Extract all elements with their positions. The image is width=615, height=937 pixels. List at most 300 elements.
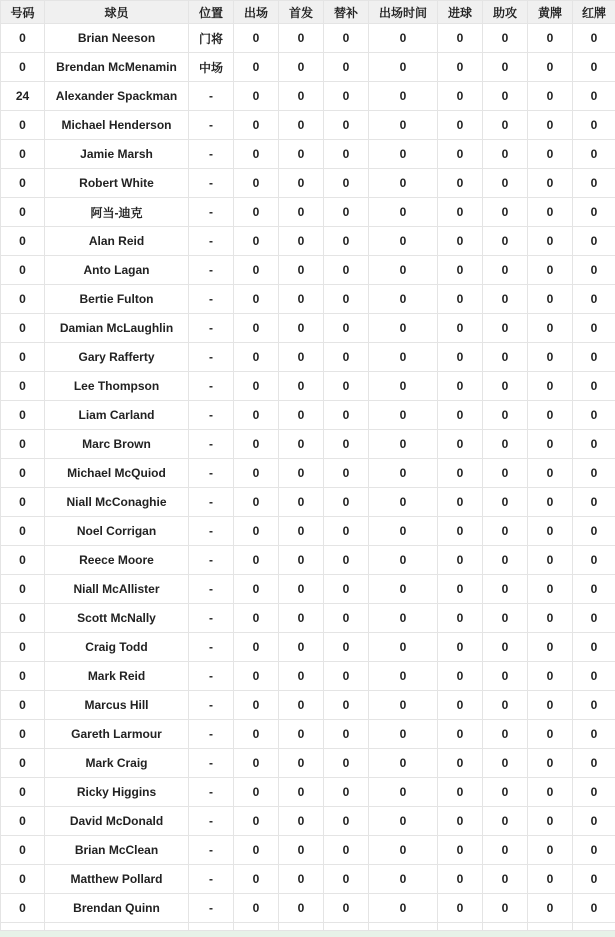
cell-subs: 0 <box>324 24 369 53</box>
cell-red_cards: 0 <box>573 430 615 459</box>
cell-number: 0 <box>1 401 45 430</box>
cell-minutes: 0 <box>369 633 438 662</box>
cell-number: 0 <box>1 546 45 575</box>
cell-player[interactable]: Bertie Fulton <box>45 285 189 314</box>
cell-assists: 0 <box>483 604 528 633</box>
cell-number: 0 <box>1 459 45 488</box>
cell-goals: 0 <box>438 488 483 517</box>
cell-minutes: 0 <box>369 778 438 807</box>
cell-appearances: 0 <box>234 749 279 778</box>
cell-starts: 0 <box>279 82 324 111</box>
cell-minutes: 0 <box>369 575 438 604</box>
cell-player[interactable]: Niall McAllister <box>45 575 189 604</box>
table-header-row <box>1 1 615 24</box>
cell-subs: 0 <box>324 169 369 198</box>
cell-goals: 0 <box>438 575 483 604</box>
cell-goals: 0 <box>438 778 483 807</box>
cell-player[interactable]: Brendan Quinn <box>45 894 189 923</box>
cell-goals: 0 <box>438 633 483 662</box>
cell-yellow_cards: 0 <box>528 169 573 198</box>
cell-goals: 0 <box>438 691 483 720</box>
cell-player[interactable]: Reece Moore <box>45 546 189 575</box>
cell-minutes: 0 <box>369 894 438 923</box>
table-row <box>1 430 615 459</box>
table-row <box>1 459 615 488</box>
cell-subs: 0 <box>324 256 369 285</box>
cell-player[interactable]: David McDonald <box>45 807 189 836</box>
cell-starts: 0 <box>279 720 324 749</box>
cell-subs: 0 <box>324 314 369 343</box>
cell-red_cards: 0 <box>573 604 615 633</box>
cell-yellow_cards: 0 <box>528 894 573 923</box>
cell-assists: 0 <box>483 401 528 430</box>
cell-red_cards: 0 <box>573 372 615 401</box>
cell-player[interactable]: Michael McQuiod <box>45 459 189 488</box>
cell-subs: 0 <box>324 430 369 459</box>
cell-assists: 0 <box>483 256 528 285</box>
cell-minutes: 0 <box>369 691 438 720</box>
cell-red_cards: 0 <box>573 749 615 778</box>
cell-position: - <box>189 836 234 865</box>
cell-position: - <box>189 691 234 720</box>
cell-minutes: 0 <box>369 227 438 256</box>
cell-minutes: 0 <box>369 343 438 372</box>
next-section-edge <box>0 931 615 937</box>
cell-yellow_cards: 0 <box>528 691 573 720</box>
cell-number: 0 <box>1 604 45 633</box>
cell-starts: 0 <box>279 24 324 53</box>
table-row <box>1 343 615 372</box>
cell-appearances: 0 <box>234 517 279 546</box>
cell-minutes: 0 <box>369 807 438 836</box>
cell-player[interactable]: Gary Rafferty <box>45 343 189 372</box>
cell-assists: 0 <box>483 285 528 314</box>
cell-red_cards: 0 <box>573 24 615 53</box>
cell-yellow_cards: 0 <box>528 488 573 517</box>
cell-player[interactable]: Craig Todd <box>45 633 189 662</box>
cell-minutes: 0 <box>369 720 438 749</box>
cell-minutes: 0 <box>369 140 438 169</box>
cell-player[interactable]: Mark Craig <box>45 749 189 778</box>
empty-cell <box>438 923 483 931</box>
cell-starts: 0 <box>279 749 324 778</box>
cell-appearances: 0 <box>234 546 279 575</box>
table-row <box>1 633 615 662</box>
cell-subs: 0 <box>324 372 369 401</box>
cell-starts: 0 <box>279 198 324 227</box>
table-row <box>1 111 615 140</box>
cell-player[interactable]: Brian McClean <box>45 836 189 865</box>
cell-assists: 0 <box>483 778 528 807</box>
cell-assists: 0 <box>483 894 528 923</box>
cell-goals: 0 <box>438 430 483 459</box>
cell-number: 0 <box>1 488 45 517</box>
cell-position: - <box>189 169 234 198</box>
cell-goals: 0 <box>438 459 483 488</box>
col-header-minutes: 出场时间 <box>369 1 438 24</box>
cell-starts: 0 <box>279 865 324 894</box>
cell-player[interactable]: Anto Lagan <box>45 256 189 285</box>
table-row <box>1 778 615 807</box>
cell-yellow_cards: 0 <box>528 604 573 633</box>
cell-red_cards: 0 <box>573 198 615 227</box>
cell-starts: 0 <box>279 836 324 865</box>
cell-yellow_cards: 0 <box>528 633 573 662</box>
table-row <box>1 749 615 778</box>
cell-appearances: 0 <box>234 604 279 633</box>
cell-position: - <box>189 604 234 633</box>
cell-assists: 0 <box>483 720 528 749</box>
cell-position: - <box>189 894 234 923</box>
col-header-goals: 进球 <box>438 1 483 24</box>
cell-player[interactable]: Matthew Pollard <box>45 865 189 894</box>
cell-appearances: 0 <box>234 111 279 140</box>
col-header-assists: 助攻 <box>483 1 528 24</box>
cell-number: 0 <box>1 865 45 894</box>
cell-minutes: 0 <box>369 604 438 633</box>
cell-minutes: 0 <box>369 53 438 82</box>
table-row <box>1 488 615 517</box>
cell-red_cards: 0 <box>573 517 615 546</box>
cell-yellow_cards: 0 <box>528 517 573 546</box>
empty-cell <box>483 923 528 931</box>
cell-goals: 0 <box>438 865 483 894</box>
cell-subs: 0 <box>324 691 369 720</box>
empty-cell <box>279 923 324 931</box>
table-row <box>1 314 615 343</box>
cell-subs: 0 <box>324 778 369 807</box>
cell-number: 0 <box>1 430 45 459</box>
cell-player[interactable]: Ricky Higgins <box>45 778 189 807</box>
cell-yellow_cards: 0 <box>528 372 573 401</box>
cell-red_cards: 0 <box>573 285 615 314</box>
cell-subs: 0 <box>324 604 369 633</box>
cell-assists: 0 <box>483 111 528 140</box>
empty-cell <box>45 923 189 931</box>
cell-subs: 0 <box>324 401 369 430</box>
cell-starts: 0 <box>279 372 324 401</box>
cell-player[interactable]: Gareth Larmour <box>45 720 189 749</box>
cell-goals: 0 <box>438 401 483 430</box>
cell-player[interactable]: Lee Thompson <box>45 372 189 401</box>
cell-position: - <box>189 372 234 401</box>
table-row <box>1 691 615 720</box>
cell-player[interactable]: Niall McConaghie <box>45 488 189 517</box>
cell-number: 0 <box>1 314 45 343</box>
cell-assists: 0 <box>483 517 528 546</box>
cell-appearances: 0 <box>234 256 279 285</box>
cell-starts: 0 <box>279 691 324 720</box>
cell-yellow_cards: 0 <box>528 82 573 111</box>
cell-assists: 0 <box>483 546 528 575</box>
cell-appearances: 0 <box>234 807 279 836</box>
col-header-subs: 替补 <box>324 1 369 24</box>
cell-player[interactable]: Mark Reid <box>45 662 189 691</box>
table-row <box>1 662 615 691</box>
cell-subs: 0 <box>324 546 369 575</box>
cell-position: 门将 <box>189 24 234 53</box>
cell-player[interactable]: Jamie Marsh <box>45 140 189 169</box>
cell-appearances: 0 <box>234 343 279 372</box>
cell-assists: 0 <box>483 430 528 459</box>
cell-red_cards: 0 <box>573 575 615 604</box>
cell-player[interactable]: Marc Brown <box>45 430 189 459</box>
cell-assists: 0 <box>483 198 528 227</box>
cell-starts: 0 <box>279 430 324 459</box>
empty-cell <box>1 923 45 931</box>
cell-player[interactable]: Alexander Spackman <box>45 82 189 111</box>
cell-starts: 0 <box>279 169 324 198</box>
cell-minutes: 0 <box>369 372 438 401</box>
cell-red_cards: 0 <box>573 633 615 662</box>
cell-position: - <box>189 778 234 807</box>
cell-assists: 0 <box>483 53 528 82</box>
cell-appearances: 0 <box>234 865 279 894</box>
cell-appearances: 0 <box>234 836 279 865</box>
cell-yellow_cards: 0 <box>528 430 573 459</box>
cell-player[interactable]: Damian McLaughlin <box>45 314 189 343</box>
cell-subs: 0 <box>324 807 369 836</box>
table-row <box>1 372 615 401</box>
table-row <box>1 24 615 53</box>
cell-yellow_cards: 0 <box>528 140 573 169</box>
cell-yellow_cards: 0 <box>528 662 573 691</box>
cell-appearances: 0 <box>234 430 279 459</box>
cell-position: - <box>189 314 234 343</box>
cell-subs: 0 <box>324 227 369 256</box>
cell-player[interactable]: Marcus Hill <box>45 691 189 720</box>
cell-position: - <box>189 111 234 140</box>
cell-goals: 0 <box>438 546 483 575</box>
empty-cell <box>528 923 573 931</box>
cell-red_cards: 0 <box>573 140 615 169</box>
cell-position: - <box>189 865 234 894</box>
cell-yellow_cards: 0 <box>528 24 573 53</box>
cell-player[interactable]: Liam Carland <box>45 401 189 430</box>
cell-position: 中场 <box>189 53 234 82</box>
cell-goals: 0 <box>438 894 483 923</box>
cell-starts: 0 <box>279 140 324 169</box>
cell-number: 0 <box>1 807 45 836</box>
cell-subs: 0 <box>324 720 369 749</box>
cell-goals: 0 <box>438 517 483 546</box>
cell-number: 0 <box>1 140 45 169</box>
table-row <box>1 82 615 111</box>
cell-red_cards: 0 <box>573 894 615 923</box>
cell-goals: 0 <box>438 53 483 82</box>
cell-position: - <box>189 459 234 488</box>
cell-appearances: 0 <box>234 198 279 227</box>
cell-number: 0 <box>1 24 45 53</box>
cell-number: 0 <box>1 691 45 720</box>
cell-appearances: 0 <box>234 720 279 749</box>
cell-goals: 0 <box>438 285 483 314</box>
cell-yellow_cards: 0 <box>528 198 573 227</box>
cell-number: 0 <box>1 372 45 401</box>
cell-appearances: 0 <box>234 575 279 604</box>
cell-red_cards: 0 <box>573 82 615 111</box>
cell-minutes: 0 <box>369 546 438 575</box>
cell-yellow_cards: 0 <box>528 314 573 343</box>
cell-appearances: 0 <box>234 633 279 662</box>
cell-starts: 0 <box>279 53 324 82</box>
cell-appearances: 0 <box>234 24 279 53</box>
cell-assists: 0 <box>483 372 528 401</box>
cell-assists: 0 <box>483 227 528 256</box>
cell-minutes: 0 <box>369 256 438 285</box>
cell-starts: 0 <box>279 314 324 343</box>
table-row <box>1 720 615 749</box>
cell-player[interactable]: Brendan McMenamin <box>45 53 189 82</box>
cell-appearances: 0 <box>234 82 279 111</box>
cell-red_cards: 0 <box>573 488 615 517</box>
cell-minutes: 0 <box>369 82 438 111</box>
cell-position: - <box>189 343 234 372</box>
cell-number: 0 <box>1 749 45 778</box>
cell-position: - <box>189 807 234 836</box>
cell-assists: 0 <box>483 314 528 343</box>
cell-subs: 0 <box>324 343 369 372</box>
cell-player[interactable]: Noel Corrigan <box>45 517 189 546</box>
cell-yellow_cards: 0 <box>528 111 573 140</box>
cell-red_cards: 0 <box>573 720 615 749</box>
cell-yellow_cards: 0 <box>528 836 573 865</box>
empty-cell <box>573 923 615 931</box>
cell-position: - <box>189 749 234 778</box>
cell-appearances: 0 <box>234 778 279 807</box>
cell-appearances: 0 <box>234 285 279 314</box>
cell-yellow_cards: 0 <box>528 749 573 778</box>
cell-assists: 0 <box>483 662 528 691</box>
cell-red_cards: 0 <box>573 691 615 720</box>
cell-appearances: 0 <box>234 53 279 82</box>
empty-cell <box>234 923 279 931</box>
cell-starts: 0 <box>279 894 324 923</box>
cell-red_cards: 0 <box>573 227 615 256</box>
cell-assists: 0 <box>483 575 528 604</box>
cell-number: 0 <box>1 256 45 285</box>
cell-position: - <box>189 575 234 604</box>
cell-yellow_cards: 0 <box>528 778 573 807</box>
cell-red_cards: 0 <box>573 546 615 575</box>
col-header-number: 号码 <box>1 1 45 24</box>
cell-number: 0 <box>1 285 45 314</box>
cell-red_cards: 0 <box>573 343 615 372</box>
cell-yellow_cards: 0 <box>528 256 573 285</box>
cell-yellow_cards: 0 <box>528 343 573 372</box>
cell-minutes: 0 <box>369 836 438 865</box>
cell-starts: 0 <box>279 256 324 285</box>
cell-goals: 0 <box>438 140 483 169</box>
table-row <box>1 53 615 82</box>
cell-number: 0 <box>1 662 45 691</box>
cell-position: - <box>189 720 234 749</box>
table-row <box>1 604 615 633</box>
cell-starts: 0 <box>279 459 324 488</box>
cell-yellow_cards: 0 <box>528 53 573 82</box>
cell-red_cards: 0 <box>573 401 615 430</box>
cell-position: - <box>189 140 234 169</box>
cell-number: 0 <box>1 517 45 546</box>
cell-red_cards: 0 <box>573 807 615 836</box>
cell-minutes: 0 <box>369 749 438 778</box>
cell-goals: 0 <box>438 24 483 53</box>
cell-subs: 0 <box>324 488 369 517</box>
cell-subs: 0 <box>324 865 369 894</box>
table-row <box>1 401 615 430</box>
cell-red_cards: 0 <box>573 53 615 82</box>
table-row <box>1 140 615 169</box>
cell-assists: 0 <box>483 633 528 662</box>
cell-goals: 0 <box>438 836 483 865</box>
cell-player[interactable]: Scott McNally <box>45 604 189 633</box>
cell-player[interactable]: Michael Henderson <box>45 111 189 140</box>
cell-subs: 0 <box>324 517 369 546</box>
cell-goals: 0 <box>438 227 483 256</box>
cell-subs: 0 <box>324 459 369 488</box>
cell-subs: 0 <box>324 894 369 923</box>
cell-player[interactable]: Alan Reid <box>45 227 189 256</box>
cell-minutes: 0 <box>369 865 438 894</box>
cell-number: 0 <box>1 227 45 256</box>
cell-starts: 0 <box>279 517 324 546</box>
cell-player[interactable]: Brian Neeson <box>45 24 189 53</box>
cell-assists: 0 <box>483 459 528 488</box>
table-row <box>1 169 615 198</box>
cell-assists: 0 <box>483 169 528 198</box>
table-row <box>1 285 615 314</box>
cell-position: - <box>189 401 234 430</box>
cell-number: 0 <box>1 575 45 604</box>
cell-minutes: 0 <box>369 401 438 430</box>
col-header-position: 位置 <box>189 1 234 24</box>
cell-appearances: 0 <box>234 169 279 198</box>
cell-appearances: 0 <box>234 662 279 691</box>
table-row <box>1 575 615 604</box>
cell-subs: 0 <box>324 285 369 314</box>
cell-yellow_cards: 0 <box>528 865 573 894</box>
cell-minutes: 0 <box>369 169 438 198</box>
cell-player[interactable]: 阿当-迪克 <box>45 198 189 227</box>
cell-position: - <box>189 198 234 227</box>
cell-number: 0 <box>1 169 45 198</box>
col-header-appearances: 出场 <box>234 1 279 24</box>
cell-number: 0 <box>1 111 45 140</box>
cell-red_cards: 0 <box>573 111 615 140</box>
cell-minutes: 0 <box>369 314 438 343</box>
cell-goals: 0 <box>438 662 483 691</box>
cell-subs: 0 <box>324 198 369 227</box>
cell-player[interactable]: Robert White <box>45 169 189 198</box>
cell-subs: 0 <box>324 633 369 662</box>
cell-appearances: 0 <box>234 401 279 430</box>
cell-minutes: 0 <box>369 285 438 314</box>
cell-minutes: 0 <box>369 111 438 140</box>
cell-goals: 0 <box>438 314 483 343</box>
cell-starts: 0 <box>279 285 324 314</box>
cell-subs: 0 <box>324 111 369 140</box>
table-row <box>1 227 615 256</box>
cell-subs: 0 <box>324 140 369 169</box>
cell-position: - <box>189 227 234 256</box>
cell-goals: 0 <box>438 256 483 285</box>
table-row <box>1 894 615 923</box>
col-header-starts: 首发 <box>279 1 324 24</box>
cell-starts: 0 <box>279 778 324 807</box>
cell-assists: 0 <box>483 82 528 111</box>
cell-appearances: 0 <box>234 372 279 401</box>
cell-position: - <box>189 82 234 111</box>
